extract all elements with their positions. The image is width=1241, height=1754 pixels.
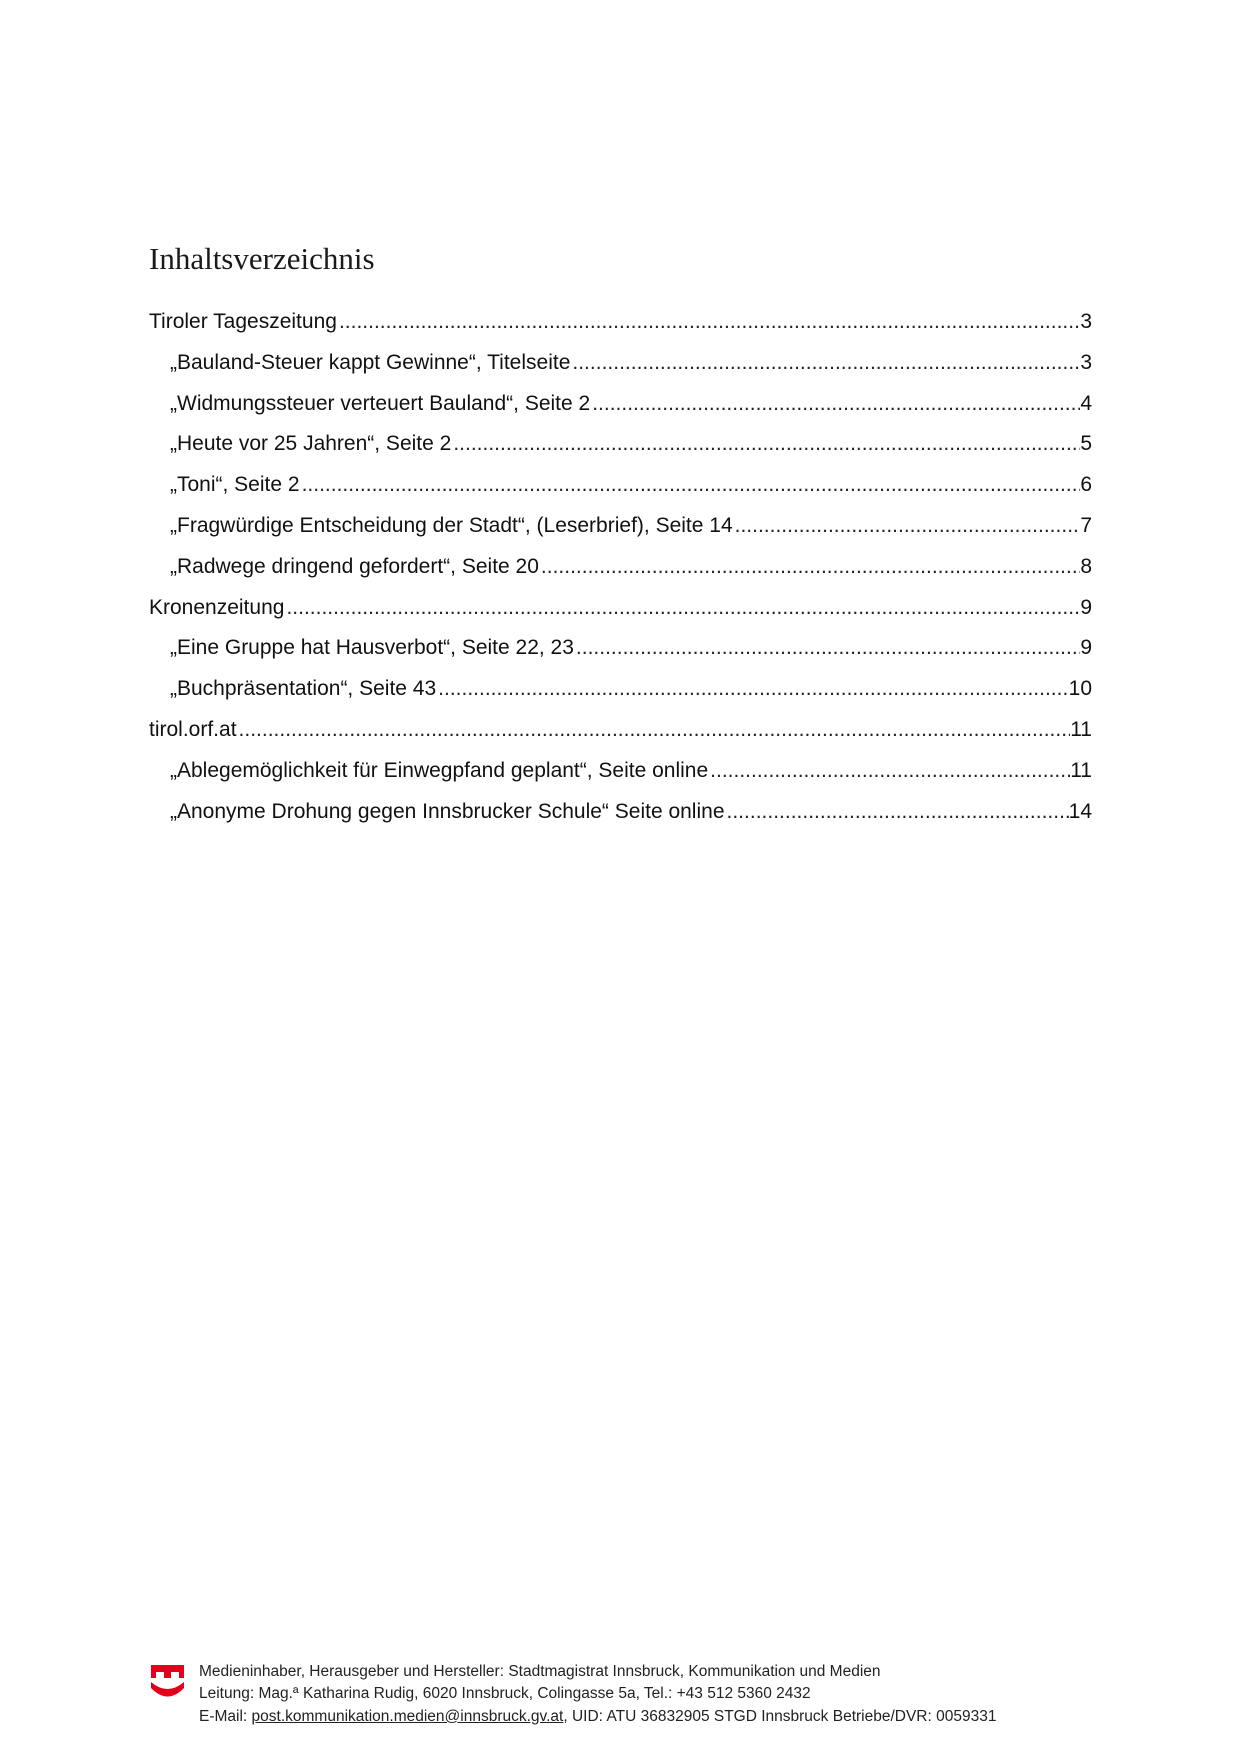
- toc-item-buchpraesentation[interactable]: [149, 669, 1092, 710]
- toc-page-number: 5: [1080, 432, 1092, 456]
- dot-leader: [451, 424, 1080, 465]
- footer-contact-line: [199, 1706, 996, 1728]
- toc-section-title: tirol.orf.at: [149, 717, 237, 741]
- toc-item-fragwuerdige-entscheidung[interactable]: [149, 506, 1092, 547]
- toc-item-heute-vor-25-jahren[interactable]: [149, 424, 1092, 465]
- toc-section-title: Tiroler Tageszeitung: [149, 310, 337, 333]
- toc-item-anonyme-drohung[interactable]: [149, 792, 1092, 833]
- dot-leader: [590, 384, 1080, 425]
- footer-imprint: [199, 1661, 996, 1728]
- dot-leader: [436, 669, 1068, 710]
- toc-item-title: „Anonyme Drohung gegen Innsbrucker Schule“ Seite online: [170, 799, 725, 823]
- dot-leader: [725, 792, 1069, 833]
- toc-section-title: Kronenzeitung: [149, 595, 285, 619]
- toc-page-number: 14: [1068, 799, 1092, 823]
- toc-item-widmungssteuer[interactable]: [149, 384, 1092, 425]
- toc-item-title: „Heute vor 25 Jahren“, Seite 2: [170, 432, 452, 456]
- page-footer: [151, 1661, 996, 1728]
- toc-page-number: 11: [1070, 758, 1092, 782]
- toc-page-number: 4: [1080, 391, 1092, 415]
- dot-leader: [574, 628, 1080, 669]
- toc-page-number: 3: [1080, 350, 1092, 374]
- dot-leader: [300, 465, 1081, 506]
- toc-page-number: 7: [1080, 513, 1092, 537]
- toc-item-einwegpfand[interactable]: [149, 751, 1092, 792]
- toc-page-number: 9: [1080, 595, 1092, 619]
- toc-page-number: 6: [1080, 473, 1092, 497]
- footer-email-label: E-Mail:: [199, 1707, 252, 1725]
- toc-item-hausverbot[interactable]: [149, 628, 1092, 669]
- toc-page-number: 11: [1070, 717, 1092, 741]
- toc-heading: Inhaltsverzeichnis: [149, 241, 375, 276]
- toc-item-toni[interactable]: [149, 465, 1092, 506]
- innsbruck-logo-icon: [151, 1665, 184, 1702]
- dot-leader: [570, 343, 1080, 384]
- dot-leader: [539, 547, 1080, 588]
- dot-leader: [337, 302, 1080, 343]
- toc-item-bauland-steuer[interactable]: [149, 343, 1092, 384]
- toc-section-tiroler-tageszeitung[interactable]: [149, 302, 1092, 343]
- toc-item-title: „Ablegemöglichkeit für Einwegpfand geplant“, Seite online: [170, 758, 709, 782]
- dot-leader: [284, 588, 1080, 629]
- toc-page-number: 10: [1068, 677, 1092, 701]
- dot-leader: [733, 506, 1081, 547]
- toc-item-title: „Bauland-Steuer kappt Gewinne“, Titelseite: [170, 350, 571, 374]
- footer-management-line: Leitung: Mag.ª Katharina Rudig, 6020 Innsbruck, Colingasse 5a, Tel.: +43 512 5360 2432: [199, 1685, 811, 1703]
- toc-page-number: 8: [1080, 554, 1092, 578]
- toc-item-radwege[interactable]: [149, 547, 1092, 588]
- toc-page-number: 3: [1080, 310, 1092, 333]
- toc-item-title: „Fragwürdige Entscheidung der Stadt“, (Leserbrief), Seite 14: [170, 513, 733, 537]
- toc-item-title: „Radwege dringend gefordert“, Seite 20: [170, 554, 539, 578]
- toc-item-title: „Eine Gruppe hat Hausverbot“, Seite 22, 23: [170, 636, 574, 660]
- toc-section-tirol-orf-at[interactable]: [149, 710, 1092, 751]
- footer-uid-text: , UID: ATU 36832905 STGD Innsbruck Betriebe/DVR: 0059331: [563, 1707, 997, 1725]
- toc-section-kronenzeitung[interactable]: [149, 588, 1092, 629]
- footer-publisher-line: Medieninhaber, Herausgeber und Hersteller: Stadtmagistrat Innsbruck, Kommunikation und Medien: [199, 1663, 881, 1680]
- toc-item-title: „Toni“, Seite 2: [170, 473, 300, 497]
- table-of-contents: [149, 302, 1092, 832]
- toc-item-title: „Widmungssteuer verteuert Bauland“, Seite 2: [170, 391, 591, 415]
- toc-page-number: 9: [1080, 636, 1092, 660]
- footer-email-link[interactable]: post.kommunikation.medien@innsbruck.gv.at: [251, 1707, 564, 1725]
- dot-leader: [708, 751, 1070, 792]
- toc-item-title: „Buchpräsentation“, Seite 43: [170, 677, 437, 701]
- dot-leader: [237, 710, 1071, 751]
